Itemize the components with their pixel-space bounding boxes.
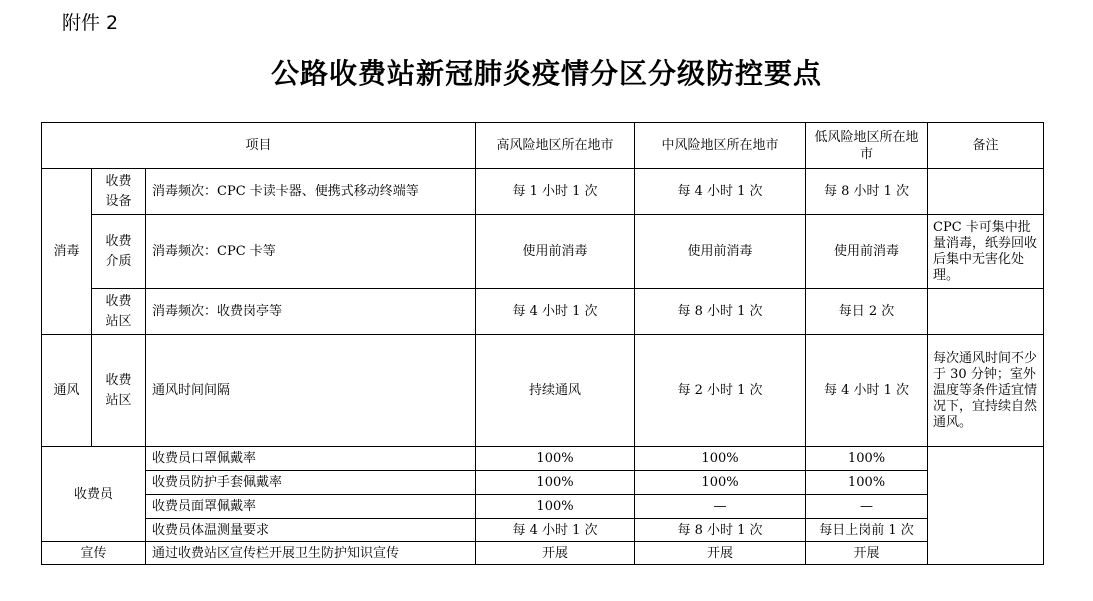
item-cell: 收费员防护手套佩戴率 xyxy=(146,471,476,495)
sub-category-label: 收费站区 xyxy=(105,372,132,408)
medium-risk-cell: 每 8 小时 1 次 xyxy=(635,519,806,542)
sub-category xyxy=(92,169,146,215)
row-publicity xyxy=(42,542,1044,565)
high-risk-cell: 每 4 小时 1 次 xyxy=(476,289,635,335)
low-risk-cell: 开展 xyxy=(806,542,928,565)
high-risk-cell: 100% xyxy=(476,471,635,495)
remark-cell-empty xyxy=(928,447,1044,565)
item-cell: 消毒频次：收费岗亭等 xyxy=(146,289,476,335)
remark-cell xyxy=(928,289,1044,335)
header-item: 项目 xyxy=(42,123,476,169)
high-risk-cell: 持续通风 xyxy=(476,335,635,447)
item-cell: 收费员体温测量要求 xyxy=(146,519,476,542)
item-cell: 消毒频次：CPC 卡等 xyxy=(146,215,476,289)
category-disinfection: 消毒 xyxy=(42,169,92,335)
item-cell: 通风时间间隔 xyxy=(146,335,476,447)
low-risk-cell: 每 4 小时 1 次 xyxy=(806,335,928,447)
header-high-risk: 高风险地区所在地市 xyxy=(476,123,635,169)
header-row xyxy=(42,123,1044,169)
document-title: 公路收费站新冠肺炎疫情分区分级防控要点 xyxy=(270,57,822,90)
sub-category-label: 收费介质 xyxy=(105,233,132,269)
medium-risk-cell: 开展 xyxy=(635,542,806,565)
header-remarks: 备注 xyxy=(928,123,1044,169)
attachment-label: 附件 2 xyxy=(62,12,119,34)
high-risk-cell: 使用前消毒 xyxy=(476,215,635,289)
row-ventilation xyxy=(42,335,1044,447)
header-low-risk: 低风险地区所在地市 xyxy=(806,123,928,169)
row-disinfection-equipment xyxy=(42,169,1044,215)
medium-risk-cell: 100% xyxy=(635,471,806,495)
item-cell: 收费员面罩佩戴率 xyxy=(146,495,476,519)
item-cell: 收费员口罩佩戴率 xyxy=(146,447,476,471)
low-risk-cell: 每 8 小时 1 次 xyxy=(806,169,928,215)
low-risk-cell: 100% xyxy=(806,471,928,495)
low-risk-cell: 每日上岗前 1 次 xyxy=(806,519,928,542)
high-risk-cell: 100% xyxy=(476,447,635,471)
medium-risk-cell: 每 8 小时 1 次 xyxy=(635,289,806,335)
high-risk-cell: 开展 xyxy=(476,542,635,565)
row-disinfection-media xyxy=(42,215,1044,289)
medium-risk-cell: 使用前消毒 xyxy=(635,215,806,289)
remark-cell: CPC 卡可集中批量消毒，纸券回收后集中无害化处理。 xyxy=(928,215,1044,289)
sub-category xyxy=(92,215,146,289)
item-cell: 消毒频次：CPC 卡读卡器、便携式移动终端等 xyxy=(146,169,476,215)
remark-cell xyxy=(928,169,1044,215)
low-risk-cell: 每日 2 次 xyxy=(806,289,928,335)
high-risk-cell: 100% xyxy=(476,495,635,519)
category-collectors: 收费员 xyxy=(42,447,146,542)
remark-cell: 每次通风时间不少于 30 分钟；室外温度等条件适宜情况下，宜持续自然通风。 xyxy=(928,335,1044,447)
sub-category xyxy=(92,335,146,447)
low-risk-cell: 使用前消毒 xyxy=(806,215,928,289)
medium-risk-cell: 每 2 小时 1 次 xyxy=(635,335,806,447)
sub-category xyxy=(92,289,146,335)
medium-risk-cell: 每 4 小时 1 次 xyxy=(635,169,806,215)
row-disinfection-station xyxy=(42,289,1044,335)
low-risk-cell: 100% xyxy=(806,447,928,471)
header-medium-risk: 中风险地区所在地市 xyxy=(635,123,806,169)
high-risk-cell: 每 1 小时 1 次 xyxy=(476,169,635,215)
low-risk-cell: — xyxy=(806,495,928,519)
category-publicity: 宣传 xyxy=(42,542,146,565)
medium-risk-cell: 100% xyxy=(635,447,806,471)
sub-category-label: 收费设备 xyxy=(105,173,132,209)
row-collector-gloves xyxy=(42,471,1044,495)
row-collector-faceshield xyxy=(42,495,1044,519)
item-cell: 通过收费站区宣传栏开展卫生防护知识宣传 xyxy=(146,542,476,565)
category-ventilation: 通风 xyxy=(42,335,92,447)
sub-category-label: 收费站区 xyxy=(105,293,132,329)
high-risk-cell: 每 4 小时 1 次 xyxy=(476,519,635,542)
medium-risk-cell: — xyxy=(635,495,806,519)
prevention-table xyxy=(41,122,1044,565)
row-collector-temperature xyxy=(42,519,1044,542)
row-collector-mask xyxy=(42,447,1044,471)
